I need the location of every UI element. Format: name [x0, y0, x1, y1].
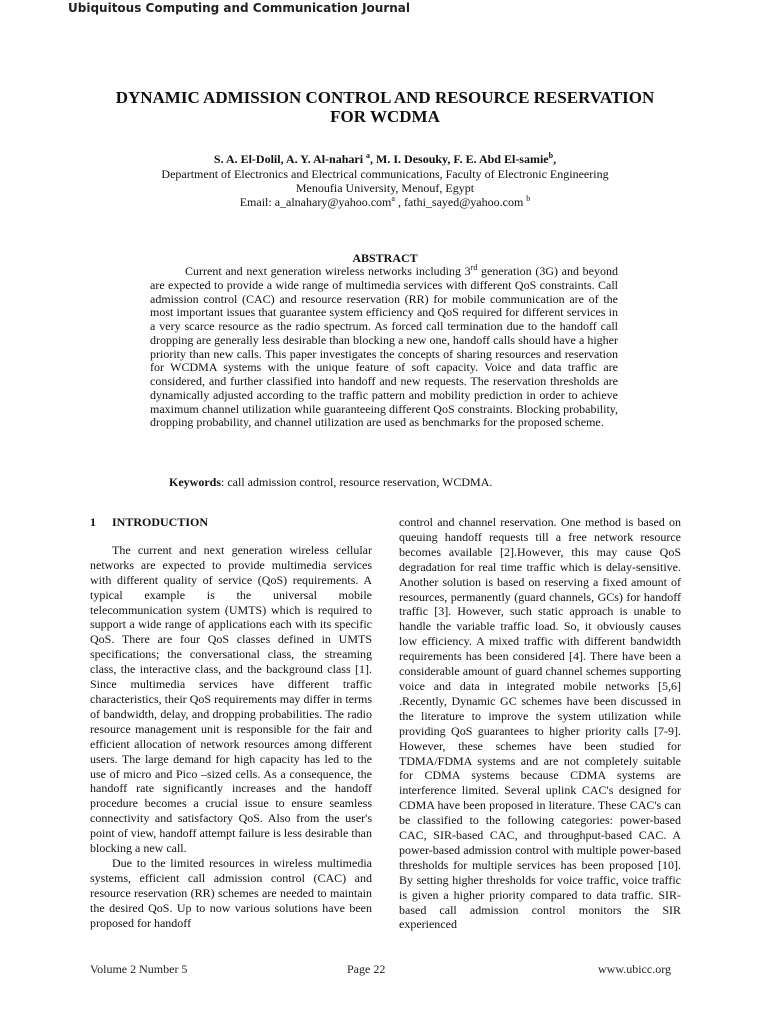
author-text-2: , M. I. Desouky, F. E. Abd El-samie	[370, 152, 549, 166]
abstract-sup: rd	[470, 263, 478, 272]
author-text-tail: ,	[553, 152, 557, 166]
abstract-body	[150, 265, 618, 430]
intro-paragraph-3: control and channel reservation. One method is based on queuing handoff requests till a free network resource becomes available [2].However, this may cause QoS degradation for real time traffic which is delay-sensitive. Another solution is based on reserving a fixed amount of resources, permanently (guard channels, GCs) for handoff traffic [3]. However, such static approach is unable to handle the variable traffic load. So, it obviously causes low efficiency. A mixed traffic with different bandwidth requirements has been considered [4]. There have been a considerable amount of guard channel schemes supporting voice and data in integrated mobile networks [5,6] .Recently, Dynamic GC schemes have been discussed in the literature to improve the system utilization while providing QoS guarantees to higher priority calls [7-9]. However, these schemes have been studied for TDMA/FDMA systems and are not completely suitable for CDMA systems because CDMA systems are interference limited. Several uplink CAC's designed for CDMA have been proposed in literature. These CAC's can be classified to the following categories: power-based CAC, SIR-based CAC, and throughput-based CAC. A power-based admission control with multiple power-based thresholds for multiple services has been proposed [10]. By setting higher thresholds for voice traffic, voice traffic is given a higher priority compared to data traffic. SIR-based call admission control monitors the SIR experienced	[399, 515, 681, 932]
abstract-heading: ABSTRACT	[352, 251, 418, 265]
affiliation-department: Department of Electronics and Electrical communications, Faculty of Electronic Engineering	[161, 167, 609, 181]
column-left	[90, 515, 372, 930]
paper-title: DYNAMIC ADMISSION CONTROL AND RESOURCE RESERVATION FOR WCDMA	[115, 88, 655, 126]
email-a: Email: a_alnahary@yahoo.com	[239, 195, 392, 209]
keywords-text: : call admission control, resource reservation, WCDMA.	[221, 475, 493, 489]
column-right	[399, 515, 681, 932]
email-sup-a: a	[391, 194, 395, 203]
author-sup-a: a	[366, 151, 371, 160]
keywords	[169, 475, 629, 490]
abstract-text-pre: Current and next generation wireless networks including 3	[185, 264, 471, 278]
footer-page-number: Page 22	[347, 962, 386, 976]
journal-name: Ubiquitous Computing and Communication Journal	[68, 1, 410, 15]
section-heading	[90, 515, 372, 530]
intro-paragraph-2: Due to the limited resources in wireless multimedia systems, efficient call admission control (CAC) and resource reservation (RR) schemes are needed to maintain the desired QoS. Up to now various solutions have been proposed for handoff	[90, 855, 372, 930]
abstract-text-post: generation (3G) and beyond are expected to provide a wide range of multimedia services with different QoS constraints. Call admission control (CAC) and resource reservation (RR) for mobile communication are of the most important issues that guarantee system efficiency and QoS required for different services in a very scarce resource as the radio spectrum. As forced call termination due to the handoff call dropping are generally less desirable than blocking a new one, handoff calls should have a higher priority than new calls. This paper investigates the concepts of sharing resources and reservation for WCDMA systems with the unique feature of soft capacity. Voice and data traffic are considered, and further classified into handoff and new requests. The reservation thresholds are dynamically adjusted according to the traffic pattern and mobility prediction in order to achieve maximum channel utilization while guaranteeing different QoS constraints. Blocking probability, dropping probability, and channel utilization are used as benchmarks for the proposed scheme.	[150, 264, 619, 430]
footer-volume: Volume 2 Number 5	[90, 962, 188, 976]
affiliation-university: Menoufia University, Menouf, Egypt	[295, 181, 475, 195]
keywords-label: Keywords	[169, 475, 221, 489]
email-b: , fathi_sayed@yahoo.com	[394, 195, 527, 209]
affiliation	[100, 167, 670, 209]
author-sup-b: b	[548, 151, 554, 160]
email-sup-b: b	[526, 194, 531, 203]
author-list	[100, 152, 670, 166]
intro-paragraph-1: The current and next generation wireless cellular networks are expected to provide multimedia services with different quality of service (QoS) requirements. A typical example is the universal mobile telecommunication system (UMTS) which is required to support a wide range of applications each with its specific QoS. There are four QoS classes defined in UMTS specifications; the conversational class, the streaming class, the interactive class, and the background class [1]. Since multimedia services have different traffic characteristics, their QoS requirements may differ in terms of bandwidth, delay, and dropping probabilities. The radio resource management unit is responsible for the fair and efficient allocation of network resources among different users. The large demand for high capacity has led to the use of micro and Pico –sized cells. As a consequence, the handoff rate significantly increases and the handoff procedure becomes a crucial issue to ensure seamless connectivity and satisfactory QoS. Also from the user's point of view, handoff attempt failure is less desirable than blocking a new call.	[90, 542, 372, 856]
affiliation-email	[100, 195, 670, 209]
footer-website: www.ubicc.org	[598, 962, 671, 976]
section-number: 1	[90, 515, 96, 529]
author-text-1: S. A. El-Dolil, A. Y. Al-nahari	[213, 152, 367, 166]
section-title: INTRODUCTION	[112, 515, 209, 529]
